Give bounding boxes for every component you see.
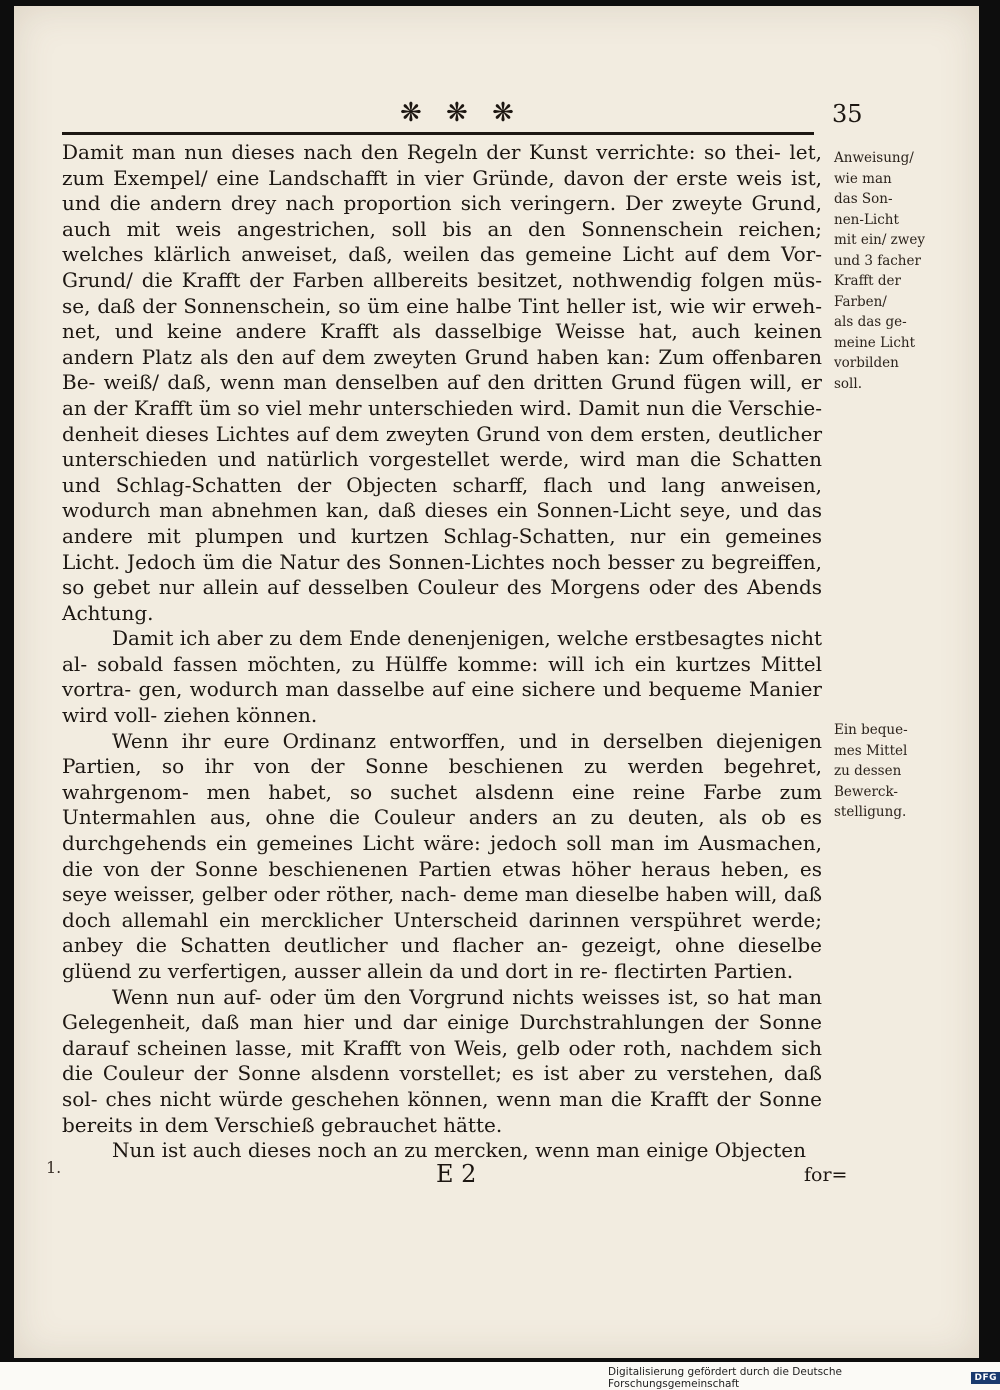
text-line: Damit man nun dieses nach den Regeln der Kunst verrichte: so thei-: [62, 140, 781, 164]
text-line: plumpen und kurtzen Schlag-Schatten, nur ein gemeines Licht. Jedoch: [62, 523, 822, 574]
margin-line: stelligung.: [834, 804, 907, 820]
text-line: net, und keine andere Krafft als dasselbige Weisse hat, auch keinen andern: [62, 319, 822, 369]
margin-line: das Son-: [834, 191, 893, 207]
text-line: ziehen können.: [163, 703, 318, 728]
text-line: Nun ist auch dieses noch an zu mercken, wenn man einige Objecten: [112, 1138, 806, 1163]
text-line: wäre: jedoch soll man im Ausmachen, die von der Sonne beschienenen: [62, 831, 822, 881]
text-line: man abnehmen kan, daß dieses ein Sonnen-Licht seye, und das andere mit: [62, 498, 822, 548]
text-line: gen, wodurch man dasselbe auf eine sichere und bequeme Manier wird voll-: [62, 677, 822, 728]
text-line: in dem Verschieß gebrauchet hätte.: [139, 1112, 503, 1137]
text-line: ches nicht würde geschehen können, wenn man die Krafft der Sonne bereits: [62, 1086, 823, 1137]
text-line: die Couleur der Sonne alsdenn vorstellet; es ist aber zu verstehen, daß sol-: [62, 1061, 822, 1111]
text-line: weiß/ daß, wenn man denselben auf den dritten Grund fügen will, er an: [62, 370, 822, 420]
margin-line: meine Licht: [834, 334, 916, 351]
text-line: Gelegenheit, daß man hier und dar einige Durchstrahlungen der Sonne: [62, 1010, 822, 1035]
digitization-credit: [608, 1366, 1000, 1390]
text-line: Grund, auch mit weis angestrichen, soll bis an den Sonnenschein reichen;: [62, 191, 822, 241]
text-line: Grund/ die Krafft der Farben allbereits besitzet, nothwendig folgen müs-: [62, 267, 822, 292]
text-line: welches klärlich anweiset, daß, weilen das gemeine Licht auf dem Vor-: [62, 242, 822, 267]
margin-line: Ein beque-: [834, 722, 908, 738]
margin-line: zu dessen: [834, 763, 902, 779]
text-line: unterschieden und natürlich vorgestellet werde, wird man die Schatten und: [62, 447, 822, 497]
paragraph-2: [62, 626, 822, 728]
header-rule: [62, 132, 814, 135]
margin-line: Krafft der: [834, 273, 901, 289]
text-line: üm die Natur des Sonnen-Lichtes noch besser zu begreiffen, so gebet nur: [62, 549, 823, 600]
margin-line: mit ein/ zwey: [834, 232, 925, 248]
margin-line: Anweisung/: [834, 150, 914, 166]
text-line: ist, und die andern drey nach proportion sich veringern. Der zweyte: [62, 165, 823, 216]
text-line: Damit ich aber zu dem Ende denenjenigen, welche erstbesagtes nicht al-: [62, 626, 822, 676]
text-line: Wenn ihr eure Ordinanz entworffen, und in derselben diejenigen: [112, 728, 822, 753]
paragraph-1: [62, 140, 822, 626]
footer-mark: 1.: [46, 1158, 62, 1177]
margin-line: und 3 facher: [834, 252, 921, 269]
margin-line: Farben/: [834, 293, 887, 310]
text-line: Wenn nun auf- oder üm den Vorgrund nichts weisses ist, so hat man: [112, 984, 822, 1009]
text-line: darauf scheinen lasse, mit Krafft von Weis, gelb oder roth, nachdem sich: [62, 1035, 822, 1060]
margin-line: mes Mittel: [834, 742, 908, 759]
body-text: [62, 140, 822, 1164]
book-page: [14, 6, 979, 1358]
signature-mark: E 2: [436, 1160, 477, 1188]
text-line: let, zum Exempel/ eine Landschafft in vier Gründe, davon der erste weis: [62, 140, 823, 190]
margin-note-light: [834, 148, 934, 394]
paragraph-4: [62, 985, 822, 1139]
margin-line: Bewerck-: [834, 783, 898, 800]
credit-text: Digitalisierung gefördert durch die Deutsche Forschungsgemeinschaft: [608, 1366, 842, 1390]
text-line: allein auf desselben Couleur des Morgens oder des Abends Achtung.: [62, 575, 823, 625]
text-line: deme man dieselbe haben will, daß doch allemahl ein mercklicher Unterscheid: [62, 882, 822, 932]
paragraph-3: [62, 729, 822, 985]
margin-line: als das ge-: [834, 314, 907, 330]
text-line: darinnen verspühret werde; anbey die Schatten deutlicher und flacher an-: [62, 907, 822, 958]
text-line: flectirten Partien.: [614, 959, 794, 983]
text-line: Schlag-Schatten der Objecten scharff, flach und lang anweisen, wodurch: [62, 472, 823, 523]
margin-line: vorbilden: [834, 355, 899, 371]
margin-note-method: [834, 720, 934, 823]
text-line: se, daß der Sonnenschein, so üm eine halbe Tint heller ist, wie wir erweh-: [62, 293, 822, 318]
header-ornament: ❋ ❋ ❋: [400, 98, 522, 128]
catchword: for=: [804, 1164, 848, 1186]
margin-line: wie man: [834, 170, 892, 187]
page-header: [62, 98, 863, 138]
text-line: Partien, so ihr von der Sonne beschienen zu werden begehret, wahrgenom-: [62, 754, 822, 804]
text-line: denheit dieses Lichtes auf dem zweyten Grund von dem ersten, deutlicher: [62, 421, 822, 446]
page-number: 35: [832, 100, 863, 128]
dfg-logo-icon: DFG: [971, 1372, 1000, 1384]
text-line: Platz als den auf dem zweyten Grund haben kan: Zum offenbaren Be-: [62, 344, 823, 395]
text-line: die Couleur anders an zu deuten, als ob es durchgehends ein gemeines Licht: [62, 805, 822, 856]
text-line: der Krafft üm so viel mehr unterschieden wird. Damit nun die Verschie-: [93, 395, 823, 420]
margin-line: soll.: [834, 375, 862, 392]
text-line: men habet, so suchet alsdenn eine reine Farbe zum Untermahlen aus, ohne: [62, 779, 822, 830]
text-line: Partien etwas höher heraus heben, es seye weisser, gelber oder röther, nach-: [62, 856, 822, 907]
text-line: sobald fassen möchten, zu Hülffe komme: will ich ein kurtzes Mittel vortra-: [62, 651, 822, 702]
margin-line: nen-Licht: [834, 211, 899, 228]
text-line: gezeigt, ohne dieselbe glüend zu verfertigen, ausser allein da und dort in re-: [62, 933, 823, 983]
